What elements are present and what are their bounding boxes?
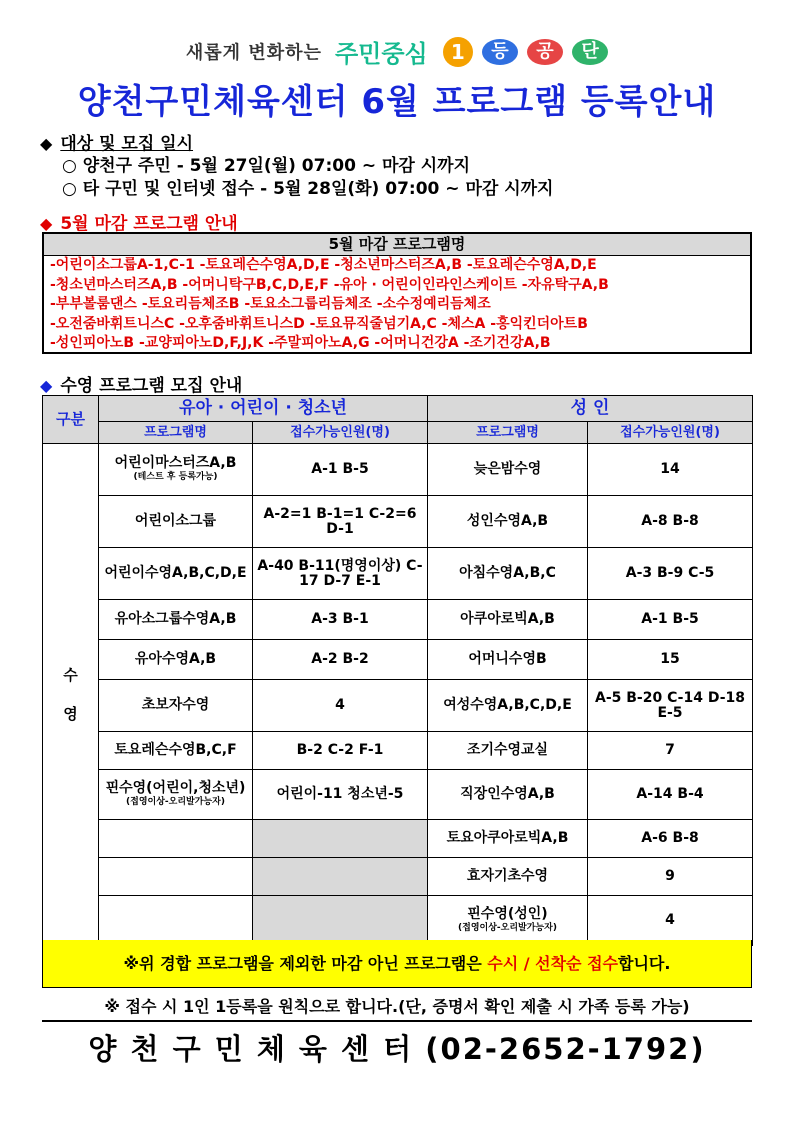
adult-capacity-cell-text: A-8 B-8 <box>641 513 699 530</box>
adult-program-cell <box>428 496 588 548</box>
adult-program-cell <box>428 820 588 858</box>
adult-program-cell <box>428 680 588 732</box>
badge-char-3: 단 <box>572 39 608 65</box>
youth-program-cell <box>99 732 253 770</box>
header-youth-group: 유아 · 어린이 · 청소년 <box>99 396 428 422</box>
closed-programs-line: -오전줌바휘트니스C -오후줌바휘트니스D -토요뮤직줄넘기A,C -체스A -홍익킨더아트B <box>50 315 588 332</box>
youth-capacity-cell <box>253 548 428 600</box>
youth-capacity-cell <box>253 496 428 548</box>
adult-capacity-cell-text: 14 <box>660 461 680 478</box>
adult-capacity-cell-text: 4 <box>665 912 675 929</box>
notice-prefix: ※위 경합 프로그램을 제외한 마감 아닌 프로그램은 <box>123 954 482 973</box>
adult-capacity-cell-text: A-6 B-8 <box>641 830 699 847</box>
header-category: 구분 <box>43 396 99 444</box>
adult-capacity-cell-text: A-1 B-5 <box>641 611 699 628</box>
youth-program-cell <box>99 600 253 640</box>
youth-capacity-cell <box>253 770 428 820</box>
adult-program-cell-text: 효자기초수영 <box>466 868 549 885</box>
badge-number: 1 <box>443 37 473 67</box>
adult-capacity-cell <box>588 770 753 820</box>
youth-program-cell-text: 초보자수영 <box>141 697 210 714</box>
youth-capacity-cell-text: A-2 B-2 <box>311 651 369 668</box>
adult-program-cell-text: 아침수영A,B,C <box>459 565 556 582</box>
notice-suffix: 합니다. <box>617 954 671 973</box>
adult-capacity-cell-text: 15 <box>660 651 680 668</box>
youth-capacity-cell <box>253 820 428 858</box>
youth-capacity-cell-text: 4 <box>335 697 345 714</box>
slogan-banner <box>0 34 794 68</box>
badge-char-2: 공 <box>527 39 563 65</box>
adult-capacity-cell <box>588 600 753 640</box>
table-row <box>43 680 753 732</box>
youth-capacity-cell <box>253 640 428 680</box>
schedule-item-resident: ○ 양천구 주민 - 5월 27일(월) 07:00 ~ 마감 시까지 <box>62 156 471 176</box>
adult-capacity-cell <box>588 820 753 858</box>
section-closed-heading: ◆ 5월 마감 프로그램 안내 <box>40 214 238 234</box>
swim-program-table <box>42 395 753 946</box>
notice-banner <box>42 940 752 988</box>
adult-program-cell <box>428 548 588 600</box>
adult-program-cell-text: 조기수영교실 <box>466 742 549 759</box>
table-row <box>43 820 753 858</box>
table-row <box>43 858 753 896</box>
adult-capacity-cell-text: A-14 B-4 <box>636 786 704 803</box>
youth-capacity-cell <box>253 732 428 770</box>
header-youth-program: 프로그램명 <box>99 422 253 444</box>
youth-capacity-cell-text: A-40 B-11(명영이상) C-17 D-7 E-1 <box>257 557 423 589</box>
adult-capacity-cell <box>588 896 753 946</box>
adult-program-cell <box>428 896 588 946</box>
diamond-bullet-icon: ◆ <box>40 134 53 153</box>
adult-program-cell-text: 토요아쿠아로빅A,B <box>446 830 569 847</box>
adult-program-cell <box>428 444 588 496</box>
youth-program-cell-note: (테스트 후 등록가능) <box>133 472 218 483</box>
youth-capacity-cell-text: B-2 C-2 F-1 <box>296 742 384 759</box>
youth-program-cell <box>99 496 253 548</box>
adult-capacity-cell-text: 9 <box>665 868 675 885</box>
adult-capacity-cell <box>588 496 753 548</box>
adult-program-cell <box>428 770 588 820</box>
adult-program-cell-text: 성인수영A,B <box>466 513 549 530</box>
table-row <box>43 444 753 496</box>
header-adult-program: 프로그램명 <box>428 422 588 444</box>
youth-capacity-cell <box>253 444 428 496</box>
slogan-main: 주민중심 <box>334 40 428 68</box>
youth-capacity-cell <box>253 680 428 732</box>
youth-program-cell-note: (접영이상-오리발가능자) <box>126 797 225 808</box>
badge-char-1: 등 <box>482 39 518 65</box>
youth-program-cell-text: 토요레슨수영B,C,F <box>114 742 237 759</box>
youth-program-cell <box>99 548 253 600</box>
table-row <box>43 732 753 770</box>
youth-capacity-cell <box>253 600 428 640</box>
adult-capacity-cell-text: 7 <box>665 742 675 759</box>
youth-program-cell <box>99 896 253 946</box>
adult-program-cell <box>428 640 588 680</box>
youth-program-cell-text: 유아수영A,B <box>134 651 217 668</box>
slogan-prefix: 새롭게 변화하는 <box>185 42 322 64</box>
adult-capacity-cell <box>588 640 753 680</box>
notice-highlight: 수시 / 선착순 접수 <box>487 954 618 973</box>
table-row <box>43 548 753 600</box>
adult-program-cell-text: 아쿠아로빅A,B <box>460 611 555 628</box>
center-contact-footer: 양 천 구 민 체 육 센 터 (02-2652-1792) <box>88 1032 706 1066</box>
youth-program-cell-text: 어린이수영A,B,C,D,E <box>104 565 247 582</box>
youth-capacity-cell-text: A-3 B-1 <box>311 611 369 628</box>
adult-capacity-cell <box>588 680 753 732</box>
header-adult-group: 성 인 <box>428 396 753 422</box>
adult-capacity-cell <box>588 858 753 896</box>
table-row <box>43 600 753 640</box>
closed-programs-line: -부부볼룸댄스 -토요리듬체조B -토요소그룹리듬체조 -소수정예리듬체조 <box>50 296 491 312</box>
closed-programs-line: -청소년마스터즈A,B -어머니탁구B,C,D,E,F -유아 · 어린이인라인스케이트 -자유탁구A,B <box>50 276 609 293</box>
header-youth-capacity: 접수가능인원(명) <box>253 422 428 444</box>
closed-programs-line: -성인피아노B -교양피아노D,F,J,K -주말피아노A,G -어머니건강A -조기건강A,B <box>50 335 551 351</box>
diamond-bullet-icon: ◆ <box>40 376 53 395</box>
page-title: 양천구민체육센터 6월 프로그램 등록안내 <box>77 82 717 122</box>
table-row <box>43 640 753 680</box>
adult-program-cell <box>428 732 588 770</box>
youth-program-cell-text: 핀수영(어린이,청소년) <box>105 780 246 797</box>
adult-program-cell <box>428 600 588 640</box>
youth-capacity-cell <box>253 896 428 946</box>
youth-program-cell <box>99 444 253 496</box>
adult-program-cell-text: 직장인수영A,B <box>460 786 555 803</box>
table-row <box>43 896 753 946</box>
adult-program-cell-text: 핀수영(성인) <box>467 906 548 923</box>
youth-capacity-cell-text: 어린이-11 청소년-5 <box>276 786 404 803</box>
youth-program-cell <box>99 770 253 820</box>
youth-program-cell <box>99 680 253 732</box>
youth-capacity-cell-text: A-2=1 B-1=1 C-2=6 D-1 <box>263 505 417 537</box>
youth-capacity-cell-text: A-1 B-5 <box>311 461 369 478</box>
header-adult-capacity: 접수가능인원(명) <box>588 422 753 444</box>
adult-program-cell-note: (접영이상-오리발가능자) <box>458 923 557 934</box>
diamond-bullet-icon: ◆ <box>40 214 53 233</box>
adult-program-cell-text: 어머니수영B <box>468 651 547 668</box>
category-swim <box>43 444 99 946</box>
closed-programs-line: -어린이소그룹A-1,C-1 -토요레슨수영A,D,E -청소년마스터즈A,B -토요레슨수영A,D,E <box>50 257 597 273</box>
youth-program-cell-text: 어린이마스터즈A,B <box>114 455 237 472</box>
youth-program-cell <box>99 858 253 896</box>
category-char: 영 <box>63 704 78 723</box>
adult-program-cell-text: 여성수영A,B,C,D,E <box>443 697 572 714</box>
youth-capacity-cell <box>253 858 428 896</box>
youth-program-cell <box>99 640 253 680</box>
category-char: 수 <box>63 665 78 684</box>
section-swim-heading: ◆ 수영 프로그램 모집 안내 <box>40 376 243 396</box>
closed-programs-box <box>42 232 752 354</box>
adult-capacity-cell-text: A-3 B-9 C-5 <box>625 565 715 582</box>
adult-capacity-cell <box>588 444 753 496</box>
schedule-item-nonresident: ○ 타 구민 및 인터넷 접수 - 5월 28일(화) 07:00 ~ 마감 시까지 <box>62 179 554 199</box>
adult-program-cell <box>428 858 588 896</box>
closed-programs-header: 5월 마감 프로그램명 <box>44 234 750 256</box>
youth-program-cell-text: 어린이소그룹 <box>134 513 217 530</box>
adult-program-cell-text: 늦은밤수영 <box>473 461 542 478</box>
section-schedule-heading: ◆ 대상 및 모집 일시 <box>40 134 194 154</box>
youth-program-cell-text: 유아소그룹수영A,B <box>114 611 237 628</box>
registration-footnote: ※ 접수 시 1인 1등록을 원칙으로 합니다.(단, 증명서 확인 제출 시 가족 등록 가능) <box>42 994 752 1022</box>
table-row <box>43 770 753 820</box>
adult-capacity-cell <box>588 732 753 770</box>
youth-program-cell <box>99 820 253 858</box>
table-row <box>43 496 753 548</box>
adult-capacity-cell-text: A-5 B-20 C-14 D-18 E-5 <box>594 689 746 721</box>
adult-capacity-cell <box>588 548 753 600</box>
